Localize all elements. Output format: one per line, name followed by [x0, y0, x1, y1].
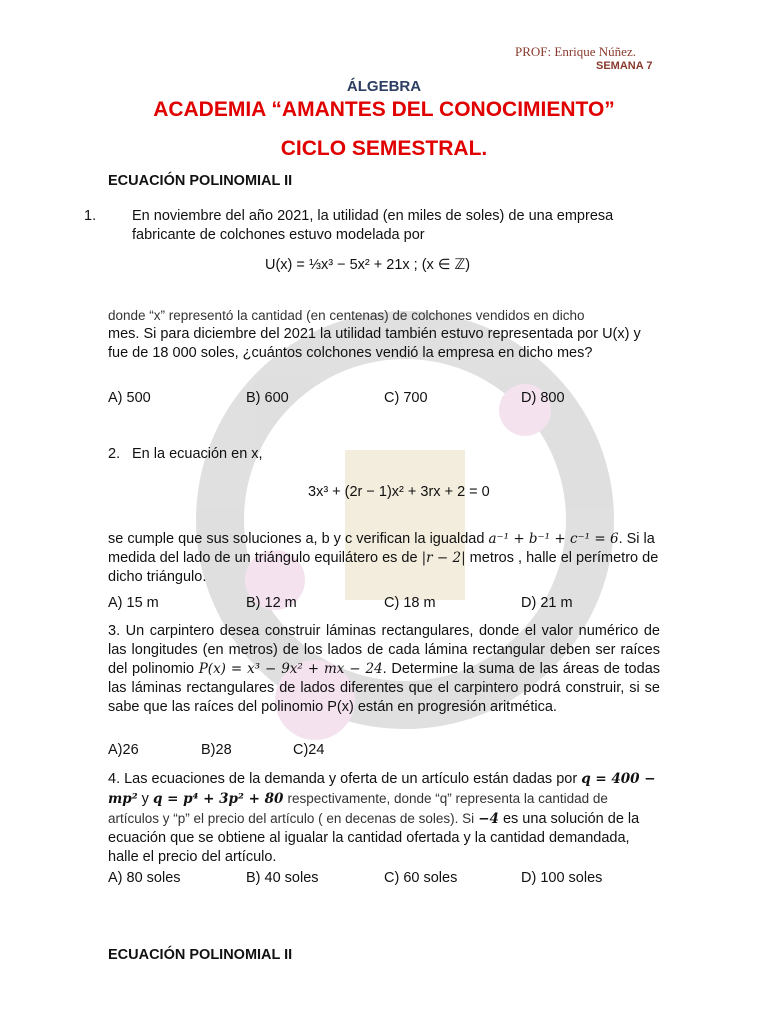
q1-option-a: A) 500 [108, 390, 151, 406]
question-text: En la ecuación en x, [132, 446, 263, 462]
q3-text-b: . Determine la suma de las áreas de todas las láminas rectangulares de lados diferentes que el carpintero podrá construir, si se sabe que las raíces del polinomio P(x) están en progresión aritmética. [108, 661, 661, 715]
q4-text-b: respectivamente, donde “q” representa la cantidad de artículos y “p” el precio del artículo ( en decenas de soles). Si [108, 791, 608, 826]
question-3 [108, 622, 660, 717]
q3-text-a: 3. Un carpintero desea construir láminas rectangulares, donde el valor numérico de las longitudes (en metros) de los lados de cada lámina rectangular deben ser raíces del polinomio [108, 623, 660, 677]
q4-option-c: C) 60 soles [384, 870, 458, 886]
q4-neg4: −4 [478, 811, 499, 827]
question-number: 2. [108, 446, 121, 462]
q2-option-a: A) 15 m [108, 595, 159, 611]
academy-title: ACADEMIA “AMANTES DEL CONOCIMIENTO” [153, 98, 615, 121]
q4-text-a: 4. Las ecuaciones de la demanda y oferta de un artículo están dadas por [108, 771, 578, 787]
q2-condition-math: a⁻¹ + b⁻¹ + c⁻¹ = 6 [488, 531, 619, 547]
q2-option-c: C) 18 m [384, 595, 436, 611]
q1-option-b: B) 600 [246, 390, 289, 406]
week-label: SEMANA 7 [596, 60, 653, 72]
question-4 [108, 770, 660, 867]
q4-text-c: es una solución de la ecuación que se obtiene al igualar la cantidad ofertada y la cantidad demandada, halle el precio del artículo. [108, 811, 640, 865]
section-title: ECUACIÓN POLINOMIAL II [108, 173, 293, 189]
q3-option-b: B)28 [201, 742, 232, 758]
q3-polynomial: P(x) = x³ − 9x² + mx − 24 [198, 661, 383, 677]
q4-and: y [141, 791, 149, 807]
q2-condition-text: se cumple que sus soluciones a, b y c verifican la igualdad [108, 531, 485, 547]
q2-abs-math: |r − 2| [421, 550, 466, 566]
q1-option-c: C) 700 [384, 390, 428, 406]
q2-option-d: D) 21 m [521, 595, 573, 611]
q4-option-b: B) 40 soles [246, 870, 319, 886]
question-text: En noviembre del año 2021, la utilidad (en miles de soles) de una empresa fabricante de colchones estuvo modelada por [132, 208, 614, 243]
q2-option-b: B) 12 m [246, 595, 297, 611]
q2-triangle-text: Si la medida del lado de un triángulo equilátero es de [108, 531, 655, 566]
question-2 [108, 445, 660, 464]
q2-formula: 3x³ + (2r − 1)x² + 3rx + 2 = 0 [308, 484, 490, 500]
footer-section-title: ECUACIÓN POLINOMIAL II [108, 947, 293, 963]
subject-title: ÁLGEBRA [346, 78, 422, 95]
q4-supply-eq: q = p⁴ + 3p² + 80 [152, 791, 284, 807]
q2-text-2: se cumple que sus soluciones a, b y c verifican la igualdad a⁻¹ + b⁻¹ + c⁻¹ = 6. Si la medida del lado de un triángulo equilátero es de |r − 2| metros , halle el perímetro de dicho triángulo. [108, 531, 659, 585]
professor-name: PROF: Enrique Núñez. [515, 44, 636, 59]
question-number: 1. [84, 208, 97, 224]
q2-triangle-text-2: metros , halle el perímetro de dicho triángulo. [108, 550, 659, 585]
q4-option-a: A) 80 soles [108, 870, 181, 886]
cycle-title: CICLO SEMESTRAL. [280, 137, 488, 160]
q1-formula: U(x) = ⅓x³ − 5x² + 21x ; (x ∈ ℤ) [265, 257, 471, 273]
q4-option-d: D) 100 soles [521, 870, 603, 886]
q1-option-d: D) 800 [521, 390, 565, 406]
q1-text-3: mes. Si para diciembre del 2021 la utilidad también estuvo representada por U(x) y fue de 18 000 soles, ¿cuántos colchones vendió la empresa en dicho mes? [108, 326, 641, 361]
q4-demand-eq: q = 400 − mp² [108, 771, 656, 807]
q1-text-2: donde “x” representó la cantidad (en centenas) de colchones vendidos en dicho [108, 308, 585, 323]
q3-option-c: C)24 [293, 742, 325, 758]
question-1 [84, 207, 660, 245]
q3-option-a: A)26 [108, 742, 139, 758]
